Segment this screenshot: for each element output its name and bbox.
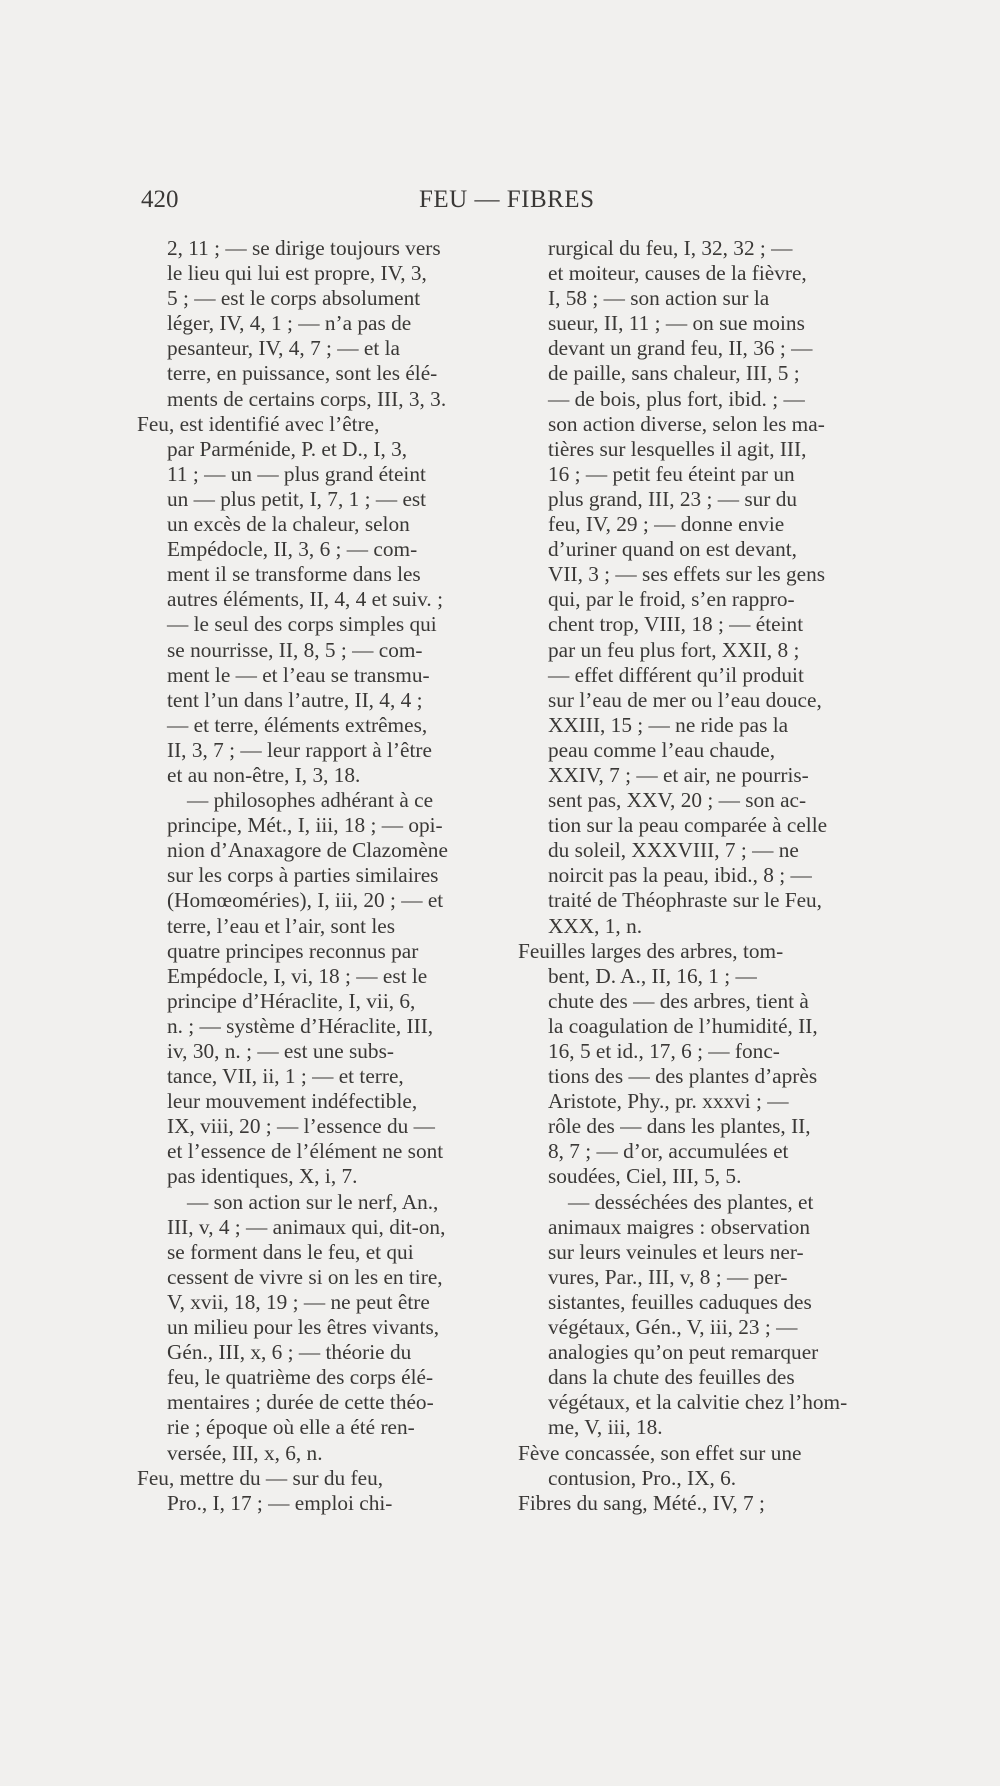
text-line: sur l’eau de mer ou l’eau douce, — [548, 687, 822, 712]
text-line: principe d’Héraclite, I, vii, 6, — [167, 988, 416, 1013]
text-line: tières sur lesquelles il agit, III, — [548, 436, 807, 461]
text-line: V, xvii, 18, 19 ; — ne peut être — [167, 1289, 430, 1314]
text-line: se forment dans le feu, et qui — [167, 1239, 414, 1264]
text-line: léger, IV, 4, 1 ; — n’a pas de — [167, 311, 412, 336]
text-line: 11 ; — un — plus grand éteint — [167, 461, 426, 486]
text-line: leur mouvement indéfectible, — [167, 1089, 418, 1114]
text-line: et l’essence de l’élément ne sont — [167, 1139, 444, 1164]
text-line: et au non-être, I, 3, 18. — [167, 762, 361, 787]
text-line: Feuilles larges des arbres, tom- — [518, 938, 784, 963]
text-line: animaux maigres : observation — [548, 1214, 810, 1239]
text-line: ment il se transforme dans les — [167, 562, 421, 587]
text-line: de paille, sans chaleur, III, 5 ; — [548, 361, 800, 386]
text-line: IX, viii, 20 ; — l’essence du — — [167, 1114, 435, 1139]
text-line: III, v, 4 ; — animaux qui, dit-on, — [167, 1214, 446, 1239]
running-title: FEU — FIBRES — [419, 186, 595, 213]
text-line: sent pas, XXV, 20 ; — son ac- — [548, 788, 807, 813]
text-line: plus grand, III, 23 ; — sur du — [548, 486, 798, 511]
text-line: sueur, II, 11 ; — on sue moins — [548, 311, 805, 336]
text-line: principe, Mét., I, iii, 18 ; — opi- — [167, 813, 443, 838]
text-line: rie ; époque où elle a été ren- — [167, 1415, 415, 1440]
text-line: XXIII, 15 ; — ne ride pas la — [548, 712, 789, 737]
text-line: VII, 3 ; — ses effets sur les gens — [548, 562, 826, 587]
text-line: la coagulation de l’humidité, II, — [548, 1013, 818, 1038]
text-line: du soleil, XXXVIII, 7 ; — ne — [548, 838, 799, 863]
text-line: par Parménide, P. et D., I, 3, — [167, 436, 408, 461]
left-text-column — [137, 236, 491, 1516]
text-line: par un feu plus fort, XXII, 8 ; — [548, 637, 800, 662]
text-line: Empédocle, II, 3, 6 ; — com- — [167, 537, 418, 562]
text-line: autres éléments, II, 4, 4 et suiv. ; — [167, 587, 443, 612]
text-line: Feu, mettre du — sur du feu, — [137, 1465, 384, 1490]
text-line: Gén., III, x, 6 ; — théorie du — [167, 1340, 412, 1365]
text-line: tion sur la peau comparée à celle — [548, 813, 828, 838]
text-line: Feu, est identifié avec l’être, — [137, 411, 380, 436]
text-line: tance, VII, ii, 1 ; — et terre, — [167, 1064, 404, 1089]
text-line: soudées, Ciel, III, 5, 5. — [548, 1164, 742, 1189]
text-line: contusion, Pro., IX, 6. — [548, 1465, 737, 1490]
text-line: rurgical du feu, I, 32, 32 ; — — [548, 236, 793, 260]
text-line: sistantes, feuilles caduques des — [548, 1289, 812, 1314]
text-line: — effet différent qu’il produit — [548, 662, 804, 687]
text-line: et moiteur, causes de la fièvre, — [548, 261, 807, 286]
right-text-column — [518, 236, 878, 1516]
text-line: un — plus petit, I, 7, 1 ; — est — [167, 486, 427, 511]
text-line: rôle des — dans les plantes, II, — [548, 1114, 811, 1139]
text-line: bent, D. A., II, 16, 1 ; — — [548, 963, 757, 988]
text-line: se nourrisse, II, 8, 5 ; — com- — [167, 637, 423, 662]
text-line: tions des — des plantes d’après — [548, 1064, 818, 1089]
text-line: (Homœoméries), I, iii, 20 ; — et — [167, 888, 444, 913]
text-line: qui, par le froid, s’en rappro- — [548, 587, 795, 612]
text-line: — son action sur le nerf, An., — [187, 1189, 439, 1214]
text-line: 8, 7 ; — d’or, accumulées et — [548, 1139, 789, 1164]
text-line: mentaires ; durée de cette théo- — [167, 1390, 434, 1415]
text-line: — de bois, plus fort, ibid. ; — — [548, 386, 805, 411]
text-line: quatre principes reconnus par — [167, 938, 419, 963]
text-line: pesanteur, IV, 4, 7 ; — et la — [167, 336, 400, 361]
text-line: 16 ; — petit feu éteint par un — [548, 461, 795, 486]
text-line: — le seul des corps simples qui — [167, 612, 437, 637]
page-header — [141, 186, 601, 216]
text-line: noircit pas la peau, ibid., 8 ; — — [548, 863, 812, 888]
text-line: tent l’un dans l’autre, II, 4, 4 ; — [167, 687, 423, 712]
text-line: dans la chute des feuilles des — [548, 1365, 795, 1390]
text-line: végétaux, et la calvitie chez l’hom- — [548, 1390, 848, 1415]
text-line: — et terre, éléments extrêmes, — [167, 712, 428, 737]
text-line: terre, l’eau et l’air, sont les — [167, 913, 395, 938]
text-line: devant un grand feu, II, 36 ; — — [548, 336, 813, 361]
text-line: un excès de la chaleur, selon — [167, 512, 410, 537]
text-line: feu, le quatrième des corps élé- — [167, 1365, 434, 1390]
text-line: Fève concassée, son effet sur une — [518, 1440, 802, 1465]
text-line: traité de Théophraste sur le Feu, — [548, 888, 823, 913]
text-line: Aristote, Phy., pr. xxxvi ; — — [548, 1089, 789, 1114]
text-line: sur leurs veinules et leurs ner- — [548, 1239, 804, 1264]
text-line: peau comme l’eau chaude, — [548, 737, 776, 762]
text-line: 5 ; — est le corps absolument — [167, 286, 421, 311]
text-line: nion d’Anaxagore de Clazomène — [167, 838, 448, 863]
text-line: un milieu pour les êtres vivants, — [167, 1315, 440, 1340]
text-line: Empédocle, I, vi, 18 ; — est le — [167, 963, 428, 988]
text-line: me, V, iii, 18. — [548, 1415, 663, 1440]
text-line: 16, 5 et id., 17, 6 ; — fonc- — [548, 1039, 780, 1063]
text-line: XXIV, 7 ; — et air, ne pourris- — [548, 762, 809, 787]
text-line: son action diverse, selon les ma- — [548, 411, 825, 436]
text-line: XXX, 1, n. — [548, 913, 643, 938]
text-line: sur les corps à parties similaires — [167, 863, 439, 888]
text-line: Fibres du sang, Mété., IV, 7 ; — [518, 1490, 765, 1515]
text-line: chent trop, VIII, 18 ; — éteint — [548, 612, 804, 637]
text-line: n. ; — système d’Héraclite, III, — [167, 1013, 434, 1038]
text-line: iv, 30, n. ; — est une subs- — [167, 1039, 394, 1063]
text-line: versée, III, x, 6, n. — [167, 1440, 323, 1465]
text-line: 2, 11 ; — se dirige toujours vers — [167, 236, 441, 260]
text-line: le lieu qui lui est propre, IV, 3, — [167, 261, 427, 286]
text-line: pas identiques, X, i, 7. — [167, 1164, 358, 1189]
text-line: feu, IV, 29 ; — donne envie — [548, 512, 785, 537]
text-line: I, 58 ; — son action sur la — [548, 286, 770, 311]
text-line: Pro., I, 17 ; — emploi chi- — [167, 1490, 393, 1515]
text-line: analogies qu’on peut remarquer — [548, 1340, 819, 1365]
text-line: — desséchées des plantes, et — [568, 1189, 814, 1214]
text-line: végétaux, Gén., V, iii, 23 ; — — [548, 1315, 798, 1340]
text-line: d’uriner quand on est devant, — [548, 537, 797, 562]
text-line: II, 3, 7 ; — leur rapport à l’être — [167, 737, 432, 762]
text-line: — philosophes adhérant à ce — [187, 788, 434, 813]
text-line: ment le — et l’eau se transmu- — [167, 662, 430, 687]
text-line: cessent de vivre si on les en tire, — [167, 1264, 443, 1289]
text-line: chute des — des arbres, tient à — [548, 988, 809, 1013]
text-line: ments de certains corps, III, 3, 3. — [167, 386, 447, 411]
page-number: 420 — [141, 186, 179, 213]
text-line: terre, en puissance, sont les élé- — [167, 361, 438, 386]
text-line: vures, Par., III, v, 8 ; — per- — [548, 1264, 788, 1289]
